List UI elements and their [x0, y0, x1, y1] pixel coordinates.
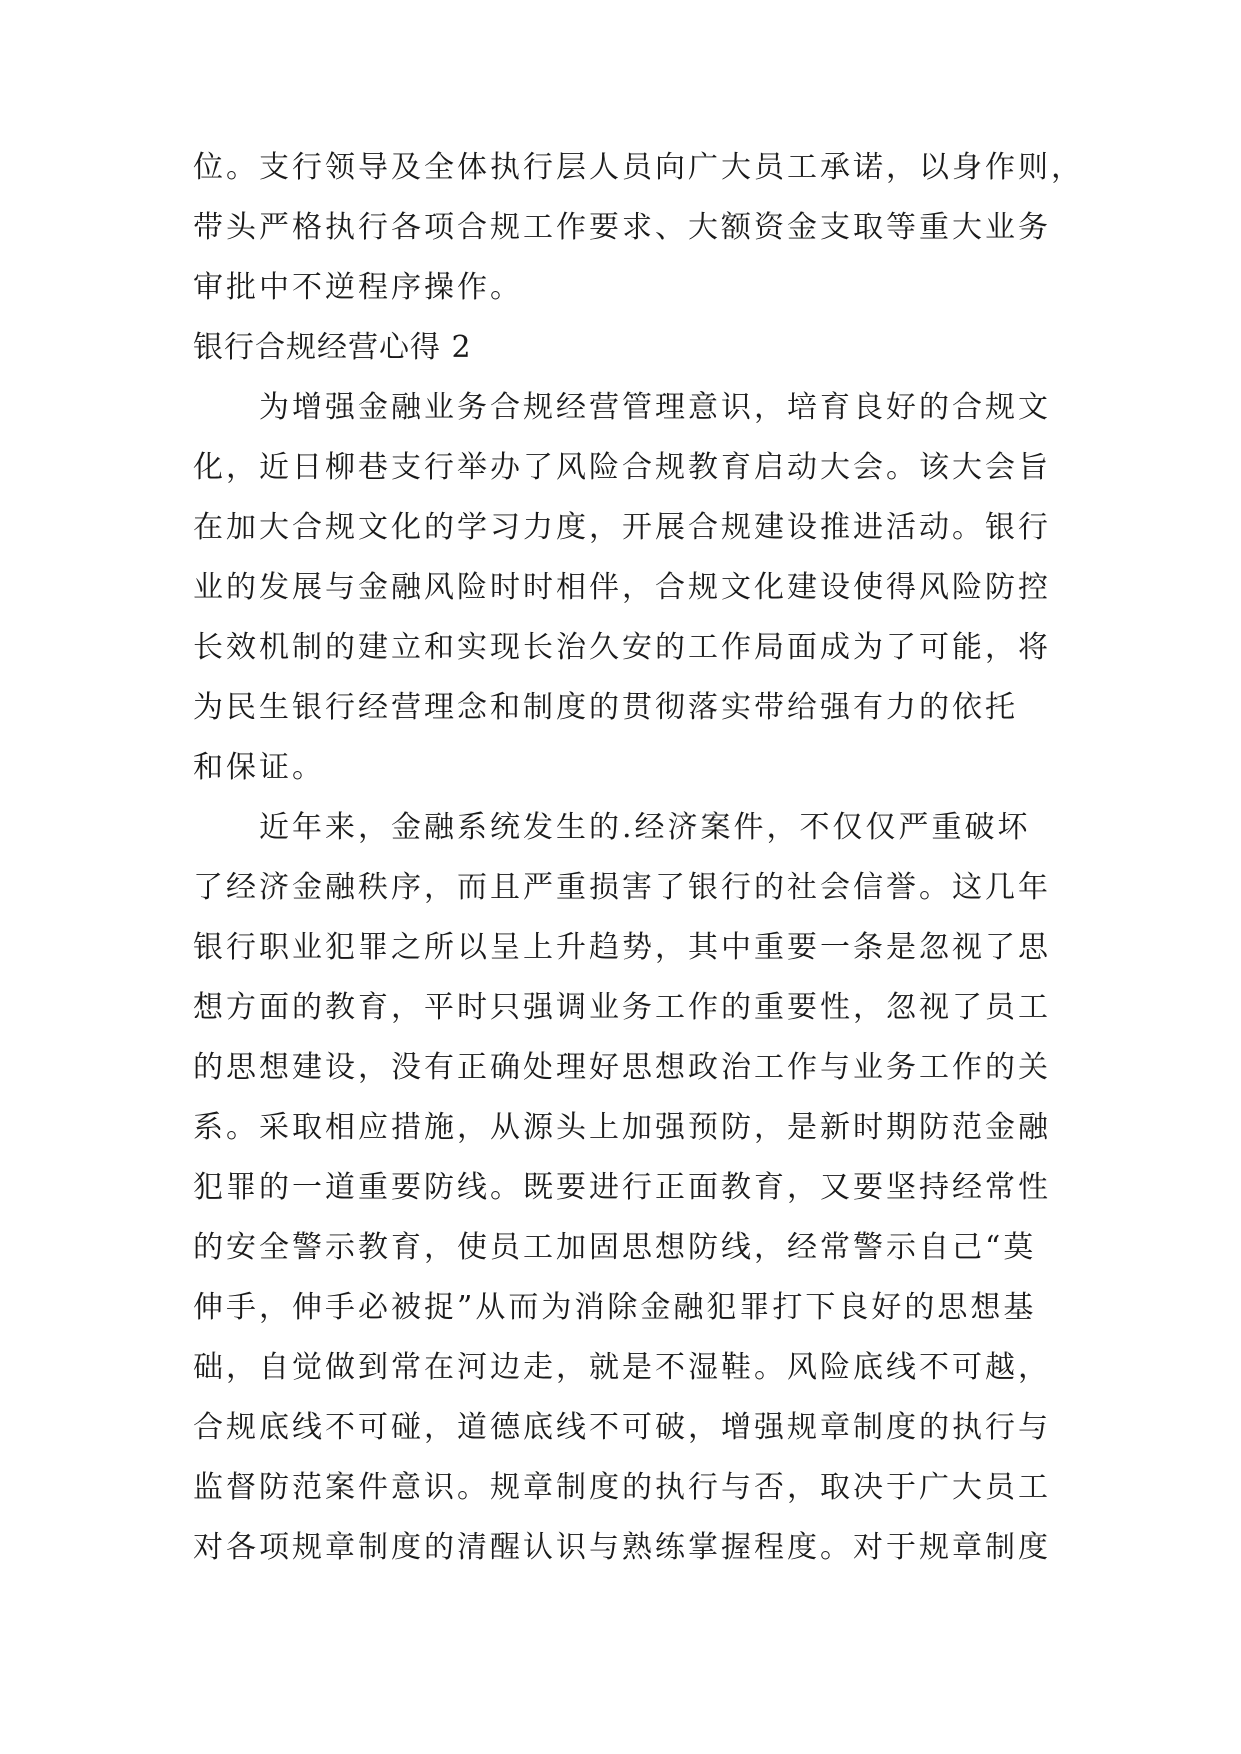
text-line: 合规底线不可碰，道德底线不可破，增强规章制度的执行与 — [193, 1410, 1051, 1445]
text-line: 对各项规章制度的清醒认识与熟练掌握程度。对于规章制度 — [193, 1530, 1051, 1565]
text-line: 位。支行领导及全体执行层人员向广大员工承诺，以身作则， — [193, 150, 1084, 185]
text-line: 在加大合规文化的学习力度，开展合规建设推进活动。银行 — [193, 510, 1051, 545]
text-line: 了经济金融秩序，而且严重损害了银行的社会信誉。这几年 — [193, 870, 1051, 905]
text-line: 监督防范案件意识。规章制度的执行与否，取决于广大员工 — [193, 1470, 1051, 1505]
text-line: 为增强金融业务合规经营管理意识，培育良好的合规文 — [259, 390, 1051, 425]
text-line: 银行职业犯罪之所以呈上升趋势，其中重要一条是忽视了思 — [193, 930, 1051, 965]
text-line: 的思想建设，没有正确处理好思想政治工作与业务工作的关 — [193, 1050, 1051, 1085]
paragraph-2 — [193, 798, 1053, 1578]
text-line: 和保证。 — [193, 750, 325, 785]
text-line: 伸手，伸手必被捉”从而为消除金融犯罪打下良好的思想基 — [193, 1290, 1037, 1325]
text-line: 系。采取相应措施，从源头上加强预防，是新时期防范金融 — [193, 1110, 1051, 1145]
text-line: 审批中不逆程序操作。 — [193, 270, 523, 305]
section-heading: 银行合规经营心得 2 — [193, 330, 472, 365]
text-line: 带头严格执行各项合规工作要求、大额资金支取等重大业务 — [193, 210, 1051, 245]
text-line: 为民生银行经营理念和制度的贯彻落实带给强有力的依托 — [193, 690, 1018, 725]
text-line: 想方面的教育，平时只强调业务工作的重要性，忽视了员工 — [193, 990, 1051, 1025]
text-line: 犯罪的一道重要防线。既要进行正面教育，又要坚持经常性 — [193, 1170, 1051, 1205]
text-line: 近年来，金融系统发生的.经济案件，不仅仅严重破坏 — [259, 810, 1031, 845]
document-body — [193, 138, 1084, 1578]
continuation-paragraph — [193, 138, 1084, 318]
text-line: 业的发展与金融风险时时相伴，合规文化建设使得风险防控 — [193, 570, 1051, 605]
text-line: 化，近日柳巷支行举办了风险合规教育启动大会。该大会旨 — [193, 450, 1051, 485]
paragraph-1 — [193, 378, 1053, 798]
text-line: 础，自觉做到常在河边走，就是不湿鞋。风险底线不可越， — [193, 1350, 1051, 1385]
text-line: 的安全警示教育，使员工加固思想防线，经常警示自己“莫 — [193, 1230, 1037, 1265]
text-line: 长效机制的建立和实现长治久安的工作局面成为了可能，将 — [193, 630, 1051, 665]
